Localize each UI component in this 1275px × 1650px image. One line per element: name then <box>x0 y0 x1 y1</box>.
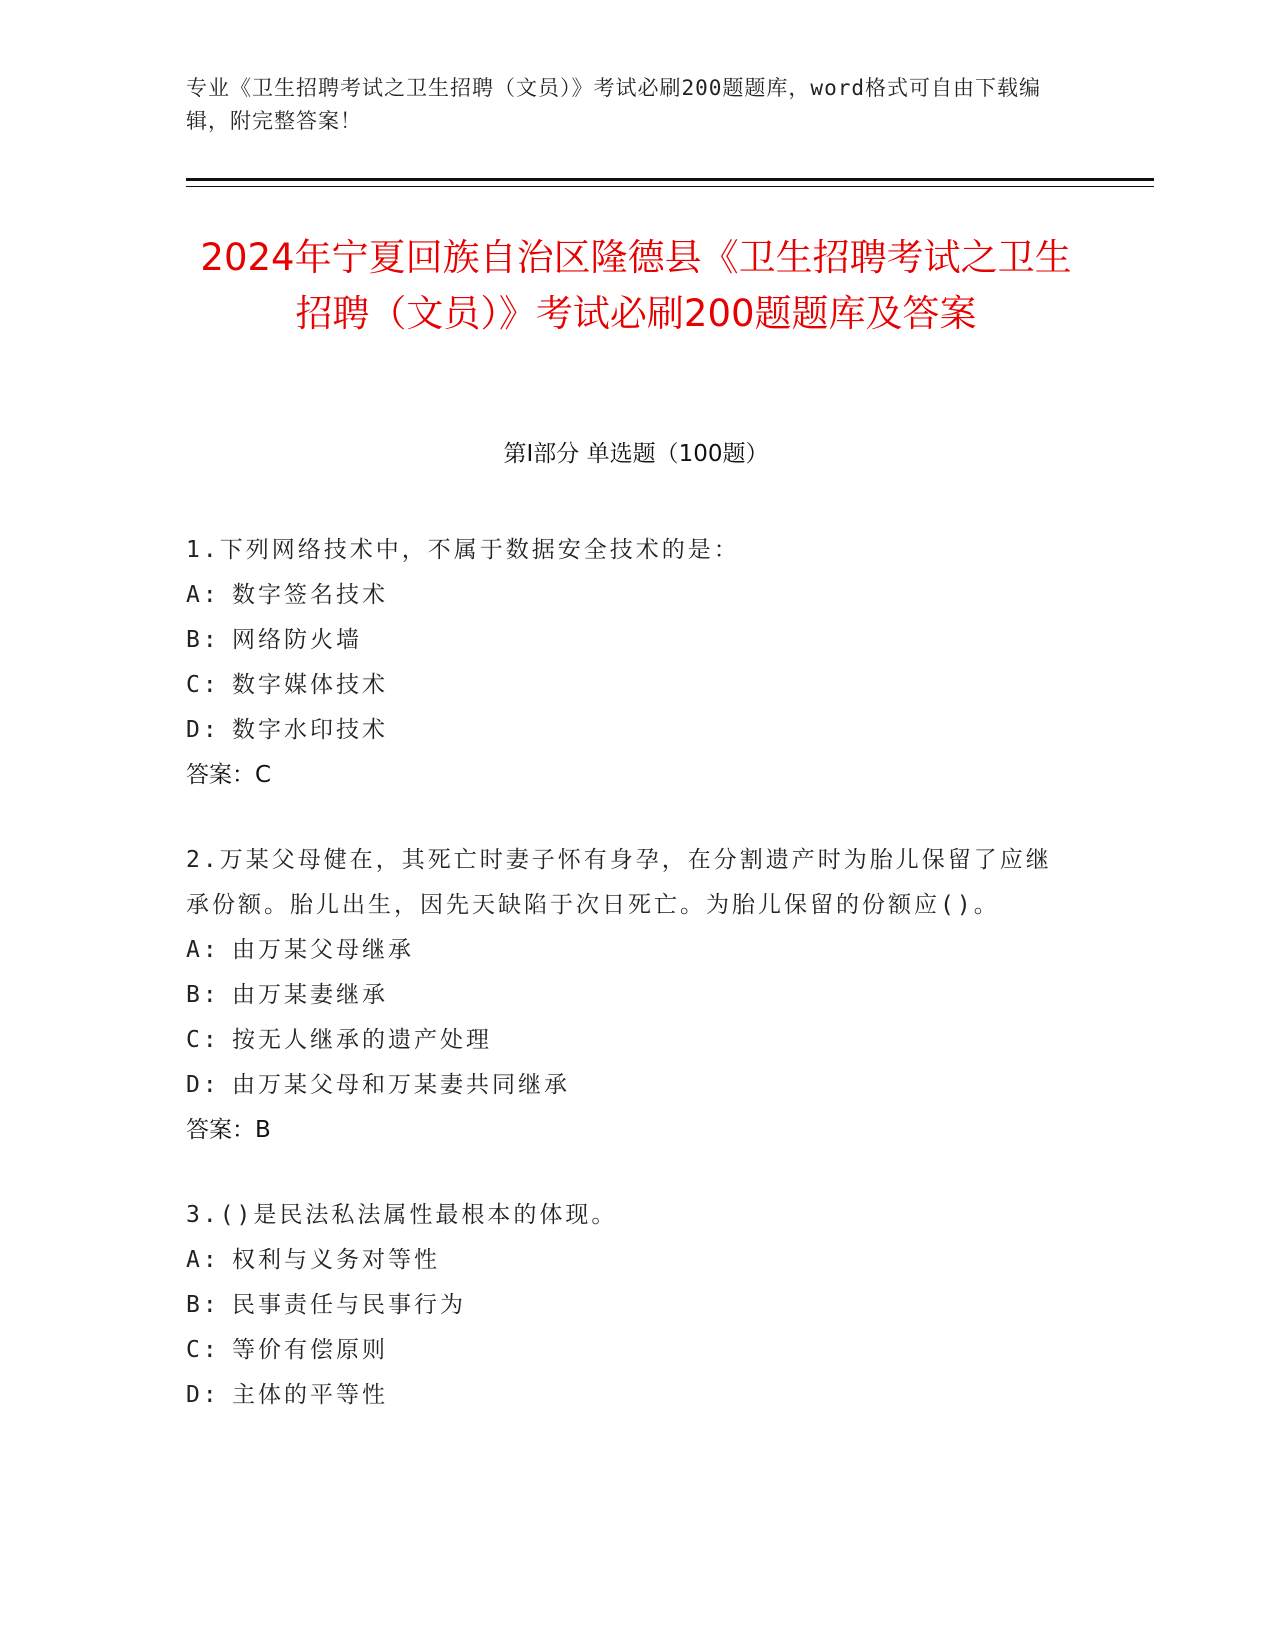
option-c <box>186 663 1066 708</box>
question-stem: 2.万某父母健在，其死亡时妻子怀有身孕，在分割遗产时为胎儿保留了应继承份额。胎儿出生，因先天缺陷于次日死亡。为胎儿保留的份额应()。 <box>186 847 1052 918</box>
option-text: 数字水印技术 <box>232 717 388 743</box>
option-c <box>186 1328 1066 1373</box>
header-rule-thick <box>186 178 1154 181</box>
header-note: 专业《卫生招聘考试之卫生招聘（文员）》考试必刷200题题库，word格式可自由下载编辑，附完整答案！ <box>186 76 1041 133</box>
option-a <box>186 1238 1066 1283</box>
document-title: 2024年宁夏回族自治区隆德县《卫生招聘考试之卫生招聘（文员）》考试必刷200题题库及答案 <box>200 236 1072 335</box>
option-b <box>186 618 1066 663</box>
option-letter: B: <box>186 627 220 653</box>
answer-line: 答案：C <box>186 762 272 788</box>
option-letter: D: <box>186 1382 220 1408</box>
option-text: 数字媒体技术 <box>232 672 388 698</box>
option-letter: D: <box>186 1072 220 1098</box>
option-letter: B: <box>186 982 220 1008</box>
option-text: 网络防火墙 <box>232 627 362 653</box>
option-text: 民事责任与民事行为 <box>232 1292 466 1318</box>
option-letter: C: <box>186 1027 220 1053</box>
question-stem: 1.下列网络技术中，不属于数据安全技术的是： <box>186 537 740 563</box>
option-text: 按无人继承的遗产处理 <box>232 1027 492 1053</box>
option-letter: A: <box>186 937 220 963</box>
option-b <box>186 973 1066 1018</box>
question-3 <box>186 1193 1066 1418</box>
option-text: 数字签名技术 <box>232 582 388 608</box>
question-stem: 3.()是民法私法属性最根本的体现。 <box>186 1202 618 1228</box>
option-letter: B: <box>186 1292 220 1318</box>
option-d <box>186 708 1066 753</box>
option-letter: C: <box>186 672 220 698</box>
header-rule-thin <box>186 186 1154 187</box>
option-text: 由万某父母和万某妻共同继承 <box>232 1072 570 1098</box>
question-1 <box>186 528 1066 798</box>
option-c <box>186 1018 1066 1063</box>
option-d <box>186 1373 1066 1418</box>
option-a <box>186 928 1066 973</box>
section-heading: 第Ⅰ部分 单选题（100题） <box>503 441 769 467</box>
option-letter: A: <box>186 582 220 608</box>
option-text: 由万某妻继承 <box>232 982 388 1008</box>
question-list <box>186 528 1066 1458</box>
option-text: 等价有偿原则 <box>232 1337 388 1363</box>
option-b <box>186 1283 1066 1328</box>
option-letter: D: <box>186 717 220 743</box>
option-a <box>186 573 1066 618</box>
option-text: 权利与义务对等性 <box>232 1247 440 1273</box>
answer-line: 答案：B <box>186 1117 271 1143</box>
question-2 <box>186 838 1066 1153</box>
option-letter: A: <box>186 1247 220 1273</box>
option-d <box>186 1063 1066 1108</box>
option-text: 由万某父母继承 <box>232 937 414 963</box>
option-letter: C: <box>186 1337 220 1363</box>
option-text: 主体的平等性 <box>232 1382 388 1408</box>
